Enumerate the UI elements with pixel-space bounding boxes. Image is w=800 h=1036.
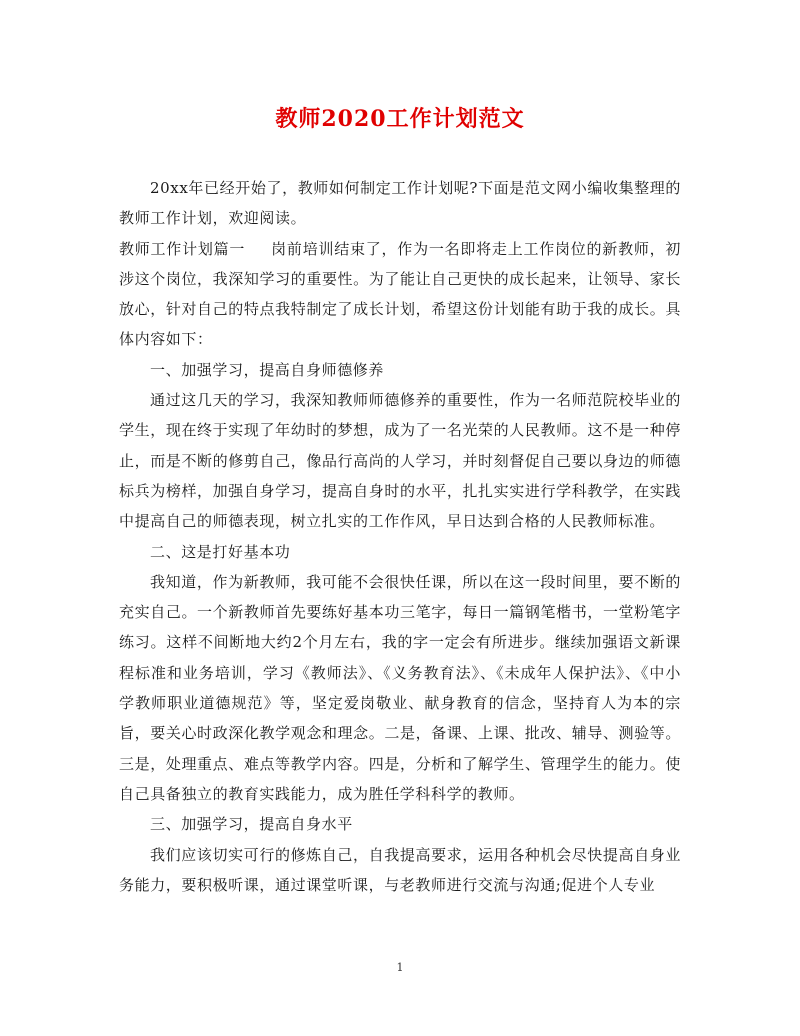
plan-opening-paragraph: [119, 234, 681, 355]
plan-opening-text: 岗前培训结束了，作为一名即将走上工作岗位的新教师，初涉这个岗位，我深知学习的重要性。为了能让自己更快的成长起来，让领导、家长放心，针对自己的特点我特制定了成长计划，希望这份计划能有助于我的成长。具体内容如下：: [119, 239, 681, 349]
document-title: 教师2020工作计划范文: [275, 106, 525, 132]
section-body-3: 我们应该切实可行的修炼自己，自我提高要求，运用各种机会尽快提高自身业务能力，要积极听课，通过课堂听课，与老教师进行交流与沟通;促进个人专业: [119, 845, 681, 894]
section-heading-2: 二、这是打好基本功: [150, 542, 291, 561]
section-heading-3: 三、加强学习，提高自身水平: [150, 815, 353, 834]
section-body-1: 通过这几天的学习，我深知教师师德修养的重要性，作为一名师范院校毕业的学生，现在终于实现了年幼时的梦想，成为了一名光荣的人民教师。这不是一种停止，而是不断的修剪自己，像品行高尚的人学习，并时刻督促自己要以身边的师德标兵为榜样，加强自身学习，提高自身时的水平，扎扎实实进行学科教学，在实践中提高自己的师德表现，树立扎实的工作作风，早日达到合格的人民教师标准。: [119, 391, 681, 531]
section-heading-1: 一、加强学习，提高自身师德修养: [150, 360, 385, 379]
section-body-2: 我知道，作为新教师，我可能不会很快任课，所以在这一段时间里，要不断的充实自己。一个新教师首先要练好基本功三笔字，每日一篇钢笔楷书，一堂粉笔字练习。这样不间断地大约2个月左右，我的字一定会有所进步。继续加强语文新课程标准和业务培训，学习《教师法》、《义务教育法》、《未成年人保护法》、《中小学教师职业道德规范》等，坚定爱岗敬业、献身教育的信念，坚持育人为本的宗旨，要关心时政深化教学观念和理念。二是，备课、上课、批改、辅导、测验等。三是，处理重点、难点等教学内容。四是，分析和了解学生、管理学生的能力。使自己具备独立的教育实践能力，成为胜任学科科学的教师。: [119, 572, 681, 803]
intro-paragraph: 20xx年已经开始了，教师如何制定工作计划呢?下面是范文网小编收集整理的教师工作计划，欢迎阅读。: [119, 179, 681, 228]
plan-label: 教师工作计划篇一: [119, 239, 246, 258]
document-body: [119, 173, 681, 900]
page-number: 1: [396, 961, 404, 974]
